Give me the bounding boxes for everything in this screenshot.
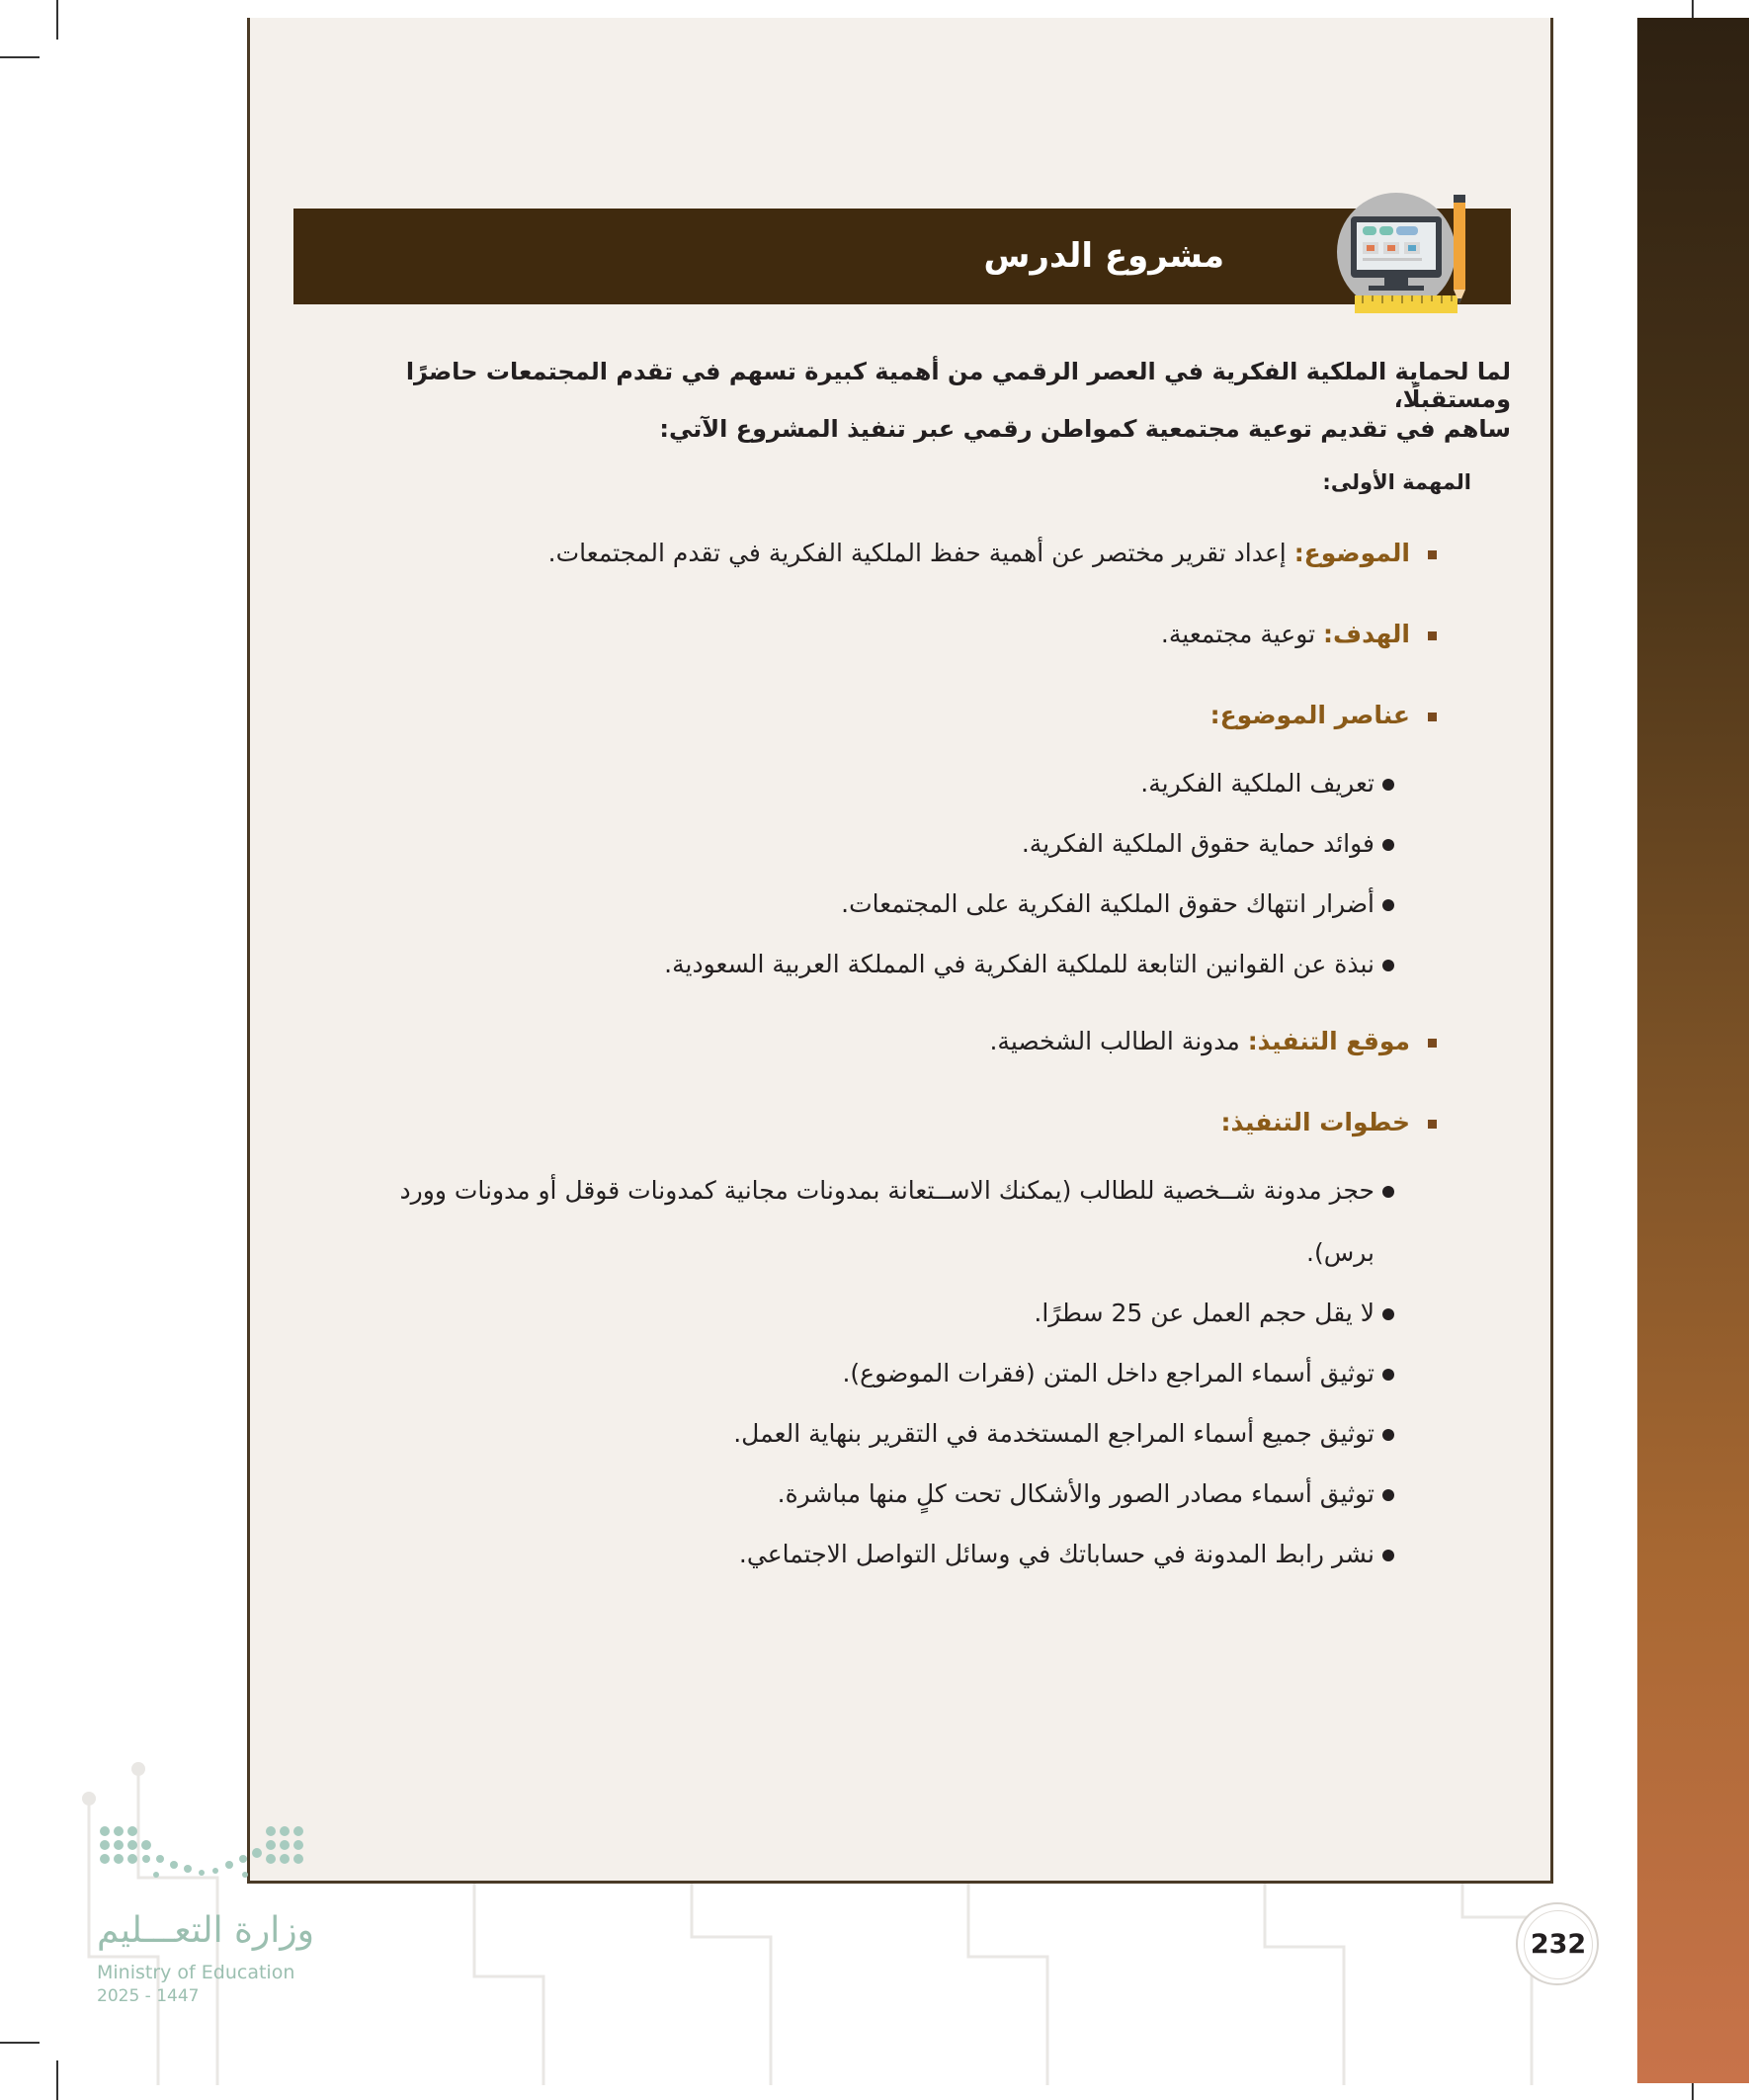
dot-bullet-icon (1382, 1308, 1394, 1320)
dot-bullet-icon (1382, 1186, 1394, 1198)
page-title: مشروع الدرس (983, 236, 1224, 276)
list-item-text: نشر رابط المدونة في حساباتك في وسائل التواصل الاجتماعي. (738, 1540, 1374, 1568)
list-item (293, 829, 1511, 869)
list-item-text: تعريف الملكية الفكرية. (1140, 769, 1374, 798)
square-bullet-icon (1428, 713, 1437, 721)
square-bullet-icon (1428, 1120, 1437, 1129)
ministry-logo-dots (97, 1823, 314, 1892)
page-number: 232 (1524, 1910, 1593, 1979)
task-heading: المهمة الأولى: (1322, 470, 1471, 494)
list-item (293, 769, 1511, 808)
crop-mark (0, 56, 40, 58)
dot-bullet-icon (1382, 779, 1394, 791)
dot-bullet-icon (1382, 1550, 1394, 1561)
pencil-icon (1454, 195, 1465, 303)
list-item-text: نبذة عن القوانين التابعة للملكية الفكرية في المملكة العربية السعودية. (664, 950, 1374, 978)
list-item-text: فوائد حماية حقوق الملكية الفكرية. (1021, 829, 1374, 858)
topic-item (293, 539, 1511, 578)
goal-label: الهدف: (1323, 620, 1410, 648)
steps-heading (293, 1108, 1511, 1147)
dot-bullet-icon (1382, 839, 1394, 851)
list-item-text: برس). (1306, 1238, 1374, 1267)
crop-mark (0, 2042, 40, 2044)
location-text: مدونة الطالب الشخصية. (989, 1027, 1248, 1055)
dot-bullet-icon (1382, 960, 1394, 971)
ministry-year: 2025 - 1447 (97, 1986, 200, 2006)
list-item-text: توثيق أسماء مصادر الصور والأشكال تحت كلٍ منها مباشرة. (777, 1479, 1374, 1508)
intro-line-2: ساهم في تقديم توعية مجتمعية كمواطن رقمي عبر تنفيذ المشروع الآتي: (659, 415, 1511, 443)
ministry-name-english: Ministry of Education (97, 1962, 295, 1983)
list-item (293, 1479, 1511, 1519)
page-number-badge (1516, 1902, 1599, 1985)
dot-bullet-icon (1382, 899, 1394, 911)
list-item-text: لا يقل حجم العمل عن 25 سطرًا. (1034, 1299, 1374, 1327)
elements-label: عناصر الموضوع: (1209, 701, 1410, 729)
list-item (293, 950, 1511, 989)
list-item (293, 1540, 1511, 1579)
topic-text: إعداد تقرير مختصر عن أهمية حفظ الملكية الفكرية في تقدم المجتمعات. (547, 539, 1294, 567)
list-item (293, 1176, 1511, 1216)
dot-bullet-icon (1382, 1429, 1394, 1441)
list-item (293, 1359, 1511, 1398)
dot-bullet-icon (1382, 1489, 1394, 1501)
intro-line-1: لما لحماية الملكية الفكرية في العصر الرقمي من أهمية كبيرة تسهم في تقدم المجتمعات حاضرًا ومستقبلًا، (405, 358, 1511, 413)
location-label: موقع التنفيذ: (1247, 1027, 1410, 1055)
square-bullet-icon (1428, 631, 1437, 640)
list-item-continuation (293, 1238, 1511, 1278)
list-item-text: توثيق أسماء المراجع داخل المتن (فقرات الموضوع). (842, 1359, 1374, 1387)
topic-label: الموضوع: (1293, 539, 1410, 567)
list-item (293, 1299, 1511, 1338)
list-item-text: توثيق جميع أسماء المراجع المستخدمة في التقرير بنهاية العمل. (733, 1419, 1374, 1448)
square-bullet-icon (1428, 550, 1437, 559)
list-item (293, 889, 1511, 929)
steps-label: خطوات التنفيذ: (1220, 1108, 1410, 1136)
crop-mark (56, 0, 58, 40)
list-item (293, 1419, 1511, 1459)
dot-bullet-icon (1382, 1369, 1394, 1381)
list-item-text: أضرار انتهاك حقوق الملكية الفكرية على المجتمعات. (841, 889, 1374, 918)
list-item-text: حجز مدونة شــخصية للطالب (يمكنك الاســتعانة بمدونات مجانية كمدونات قوقل أو مدونات وورد (399, 1176, 1374, 1205)
ministry-name-arabic: وزارة التعـــليم (97, 1910, 315, 1951)
goal-item (293, 620, 1511, 659)
location-item (293, 1027, 1511, 1066)
square-bullet-icon (1428, 1039, 1437, 1048)
computer-screen-icon (1329, 181, 1477, 329)
side-color-band (1637, 18, 1749, 2083)
goal-text: توعية مجتمعية. (1160, 620, 1324, 648)
crop-mark (56, 2060, 58, 2100)
elements-heading (293, 701, 1511, 740)
